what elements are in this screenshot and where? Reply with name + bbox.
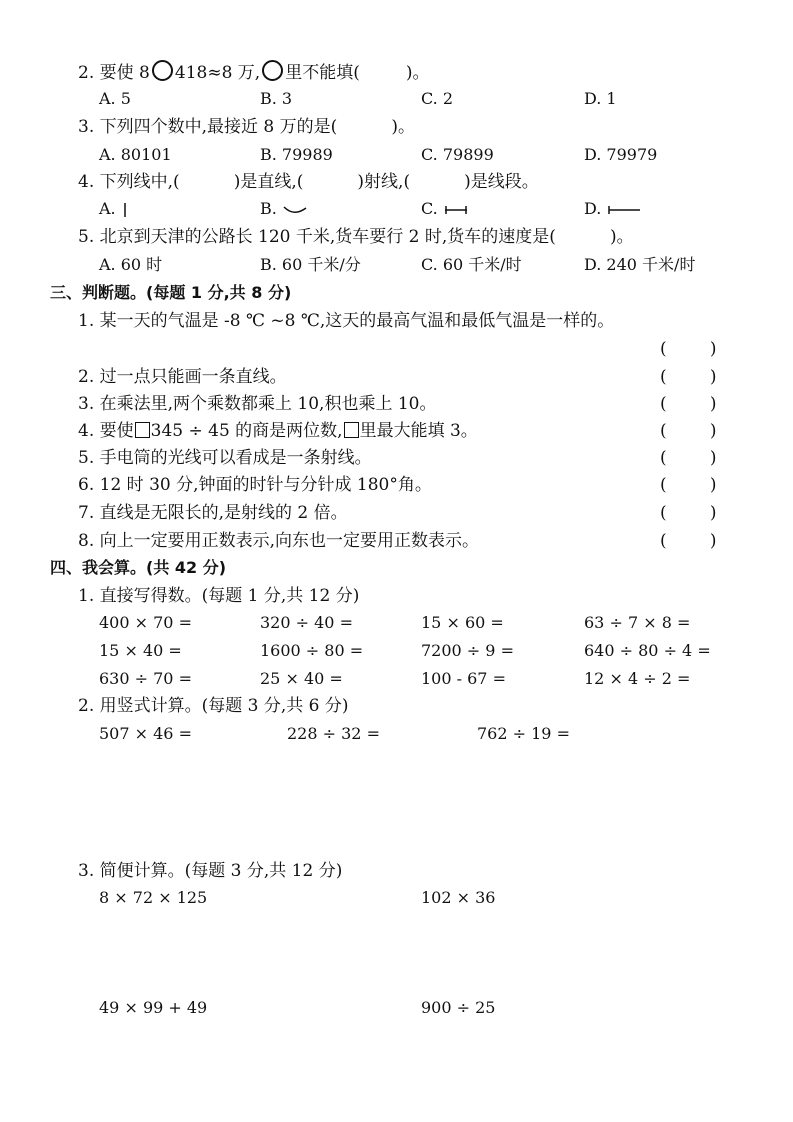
judge-item-4-mid: 345 ÷ 45 的商是两位数, xyxy=(150,421,343,441)
judge-answer-7[interactable]: ( ) xyxy=(660,503,717,523)
q3-stem: 3. 下列四个数中,最接近 8 万的是( )。 xyxy=(78,117,415,137)
q5-stem: 5. 北京到天津的公路长 120 千米,货车要行 2 时,货车的速度是( )。 xyxy=(78,227,634,247)
sub2-title: 2. 用竖式计算。(每题 3 分,共 6 分) xyxy=(78,696,349,716)
simple-calc-item[interactable]: 102 × 36 xyxy=(421,888,496,907)
q2-option-d[interactable]: D. 1 xyxy=(584,89,617,108)
q2-stem xyxy=(78,60,429,84)
q3-option-b[interactable]: B. 79989 xyxy=(260,145,333,164)
judge-item-4-pre: 4. 要使 xyxy=(78,421,134,441)
q2-number: 2. xyxy=(78,63,95,83)
q2-text-mid: 418≈8 万, xyxy=(174,63,261,83)
section4-title: 四、我会算。(共 42 分) xyxy=(50,558,227,577)
q3-option-d[interactable]: D. 79979 xyxy=(584,145,658,164)
ray-icon xyxy=(606,203,642,217)
q4-option-a-label: A. xyxy=(99,199,116,218)
calc-item[interactable]: 1600 ÷ 80 = xyxy=(260,641,364,660)
calc-item[interactable]: 7200 ÷ 9 = xyxy=(421,641,514,660)
q4-stem: 4. 下列线中,( )是直线,( )射线,( )是线段。 xyxy=(78,172,539,192)
judge-answer-5[interactable]: ( ) xyxy=(660,448,717,468)
q4-option-c[interactable] xyxy=(421,198,469,220)
calc-item[interactable]: 25 × 40 = xyxy=(260,669,343,688)
calc-item[interactable]: 15 × 60 = xyxy=(421,613,504,632)
q2-text-end: )。 xyxy=(405,63,430,83)
q5-option-d[interactable]: D. 240 千米/时 xyxy=(584,255,696,274)
judge-item-8: 8. 向上一定要用正数表示,向东也一定要用正数表示。 xyxy=(78,531,480,551)
circle-blank-icon xyxy=(152,60,173,81)
judge-item-1: 1. 某一天的气温是 -8 ℃ ~8 ℃,这天的最高气温和最低气温是一样的。 xyxy=(78,311,615,331)
calc-item[interactable]: 15 × 40 = xyxy=(99,641,182,660)
judge-answer-4[interactable]: ( ) xyxy=(660,421,717,441)
curve-line-icon xyxy=(282,203,308,217)
calc-item[interactable]: 100 - 67 = xyxy=(421,669,506,688)
calc-item[interactable]: 12 × 4 ÷ 2 = xyxy=(584,669,691,688)
simple-calc-item[interactable]: 49 × 99 + 49 xyxy=(99,998,208,1017)
calc-item[interactable]: 400 × 70 = xyxy=(99,613,192,632)
q3-option-a[interactable]: A. 80101 xyxy=(99,145,172,164)
simple-calc-item[interactable]: 8 × 72 × 125 xyxy=(99,888,208,907)
calc-item[interactable]: 63 ÷ 7 × 8 = xyxy=(584,613,691,632)
vertical-calc-item[interactable]: 228 ÷ 32 = xyxy=(287,724,380,743)
q2-option-c[interactable]: C. 2 xyxy=(421,89,454,108)
q4-option-d[interactable] xyxy=(584,198,642,220)
vertical-line-icon xyxy=(121,201,129,219)
q4-option-d-label: D. xyxy=(584,199,602,218)
q5-option-a[interactable]: A. 60 时 xyxy=(99,255,163,274)
q4-option-a[interactable] xyxy=(99,198,129,220)
square-blank-icon xyxy=(344,422,359,438)
judge-answer-1[interactable]: ( ) xyxy=(660,339,717,359)
judge-item-2: 2. 过一点只能画一条直线。 xyxy=(78,367,287,387)
q2-text-pre: 要使 8 xyxy=(99,63,150,83)
square-blank-icon xyxy=(135,422,150,438)
section3-title: 三、判断题。(每题 1 分,共 8 分) xyxy=(50,283,292,302)
judge-answer-2[interactable]: ( ) xyxy=(660,367,717,387)
judge-item-4 xyxy=(78,420,478,442)
judge-item-3: 3. 在乘法里,两个乘数都乘上 10,积也乘上 10。 xyxy=(78,394,437,414)
circle-blank-icon xyxy=(262,60,283,81)
judge-answer-6[interactable]: ( ) xyxy=(660,475,717,495)
simple-calc-item[interactable]: 900 ÷ 25 xyxy=(421,998,496,1017)
calc-item[interactable]: 640 ÷ 80 ÷ 4 = xyxy=(584,641,711,660)
calc-item[interactable]: 630 ÷ 70 = xyxy=(99,669,192,688)
judge-item-6: 6. 12 时 30 分,钟面的时针与分针成 180°角。 xyxy=(78,475,432,495)
q2-option-a[interactable]: A. 5 xyxy=(99,89,131,108)
q2-option-b[interactable]: B. 3 xyxy=(260,89,293,108)
judge-item-4-end: 里最大能填 3。 xyxy=(359,421,478,441)
q5-option-b[interactable]: B. 60 千米/分 xyxy=(260,255,361,274)
judge-answer-3[interactable]: ( ) xyxy=(660,394,717,414)
judge-answer-8[interactable]: ( ) xyxy=(660,531,717,551)
q4-option-b[interactable] xyxy=(260,198,308,220)
vertical-calc-item[interactable]: 507 × 46 = xyxy=(99,724,192,743)
sub1-title: 1. 直接写得数。(每题 1 分,共 12 分) xyxy=(78,586,360,606)
line-segment-icon xyxy=(443,203,469,217)
calc-item[interactable]: 320 ÷ 40 = xyxy=(260,613,353,632)
judge-item-7: 7. 直线是无限长的,是射线的 2 倍。 xyxy=(78,503,348,523)
vertical-calc-item[interactable]: 762 ÷ 19 = xyxy=(477,724,570,743)
q3-option-c[interactable]: C. 79899 xyxy=(421,145,494,164)
q5-option-c[interactable]: C. 60 千米/时 xyxy=(421,255,522,274)
q4-option-b-label: B. xyxy=(260,199,277,218)
q4-option-c-label: C. xyxy=(421,199,438,218)
judge-item-5: 5. 手电筒的光线可以看成是一条射线。 xyxy=(78,448,372,468)
sub3-title: 3. 简便计算。(每题 3 分,共 12 分) xyxy=(78,861,343,881)
q2-text-post: 里不能填( xyxy=(285,63,360,83)
